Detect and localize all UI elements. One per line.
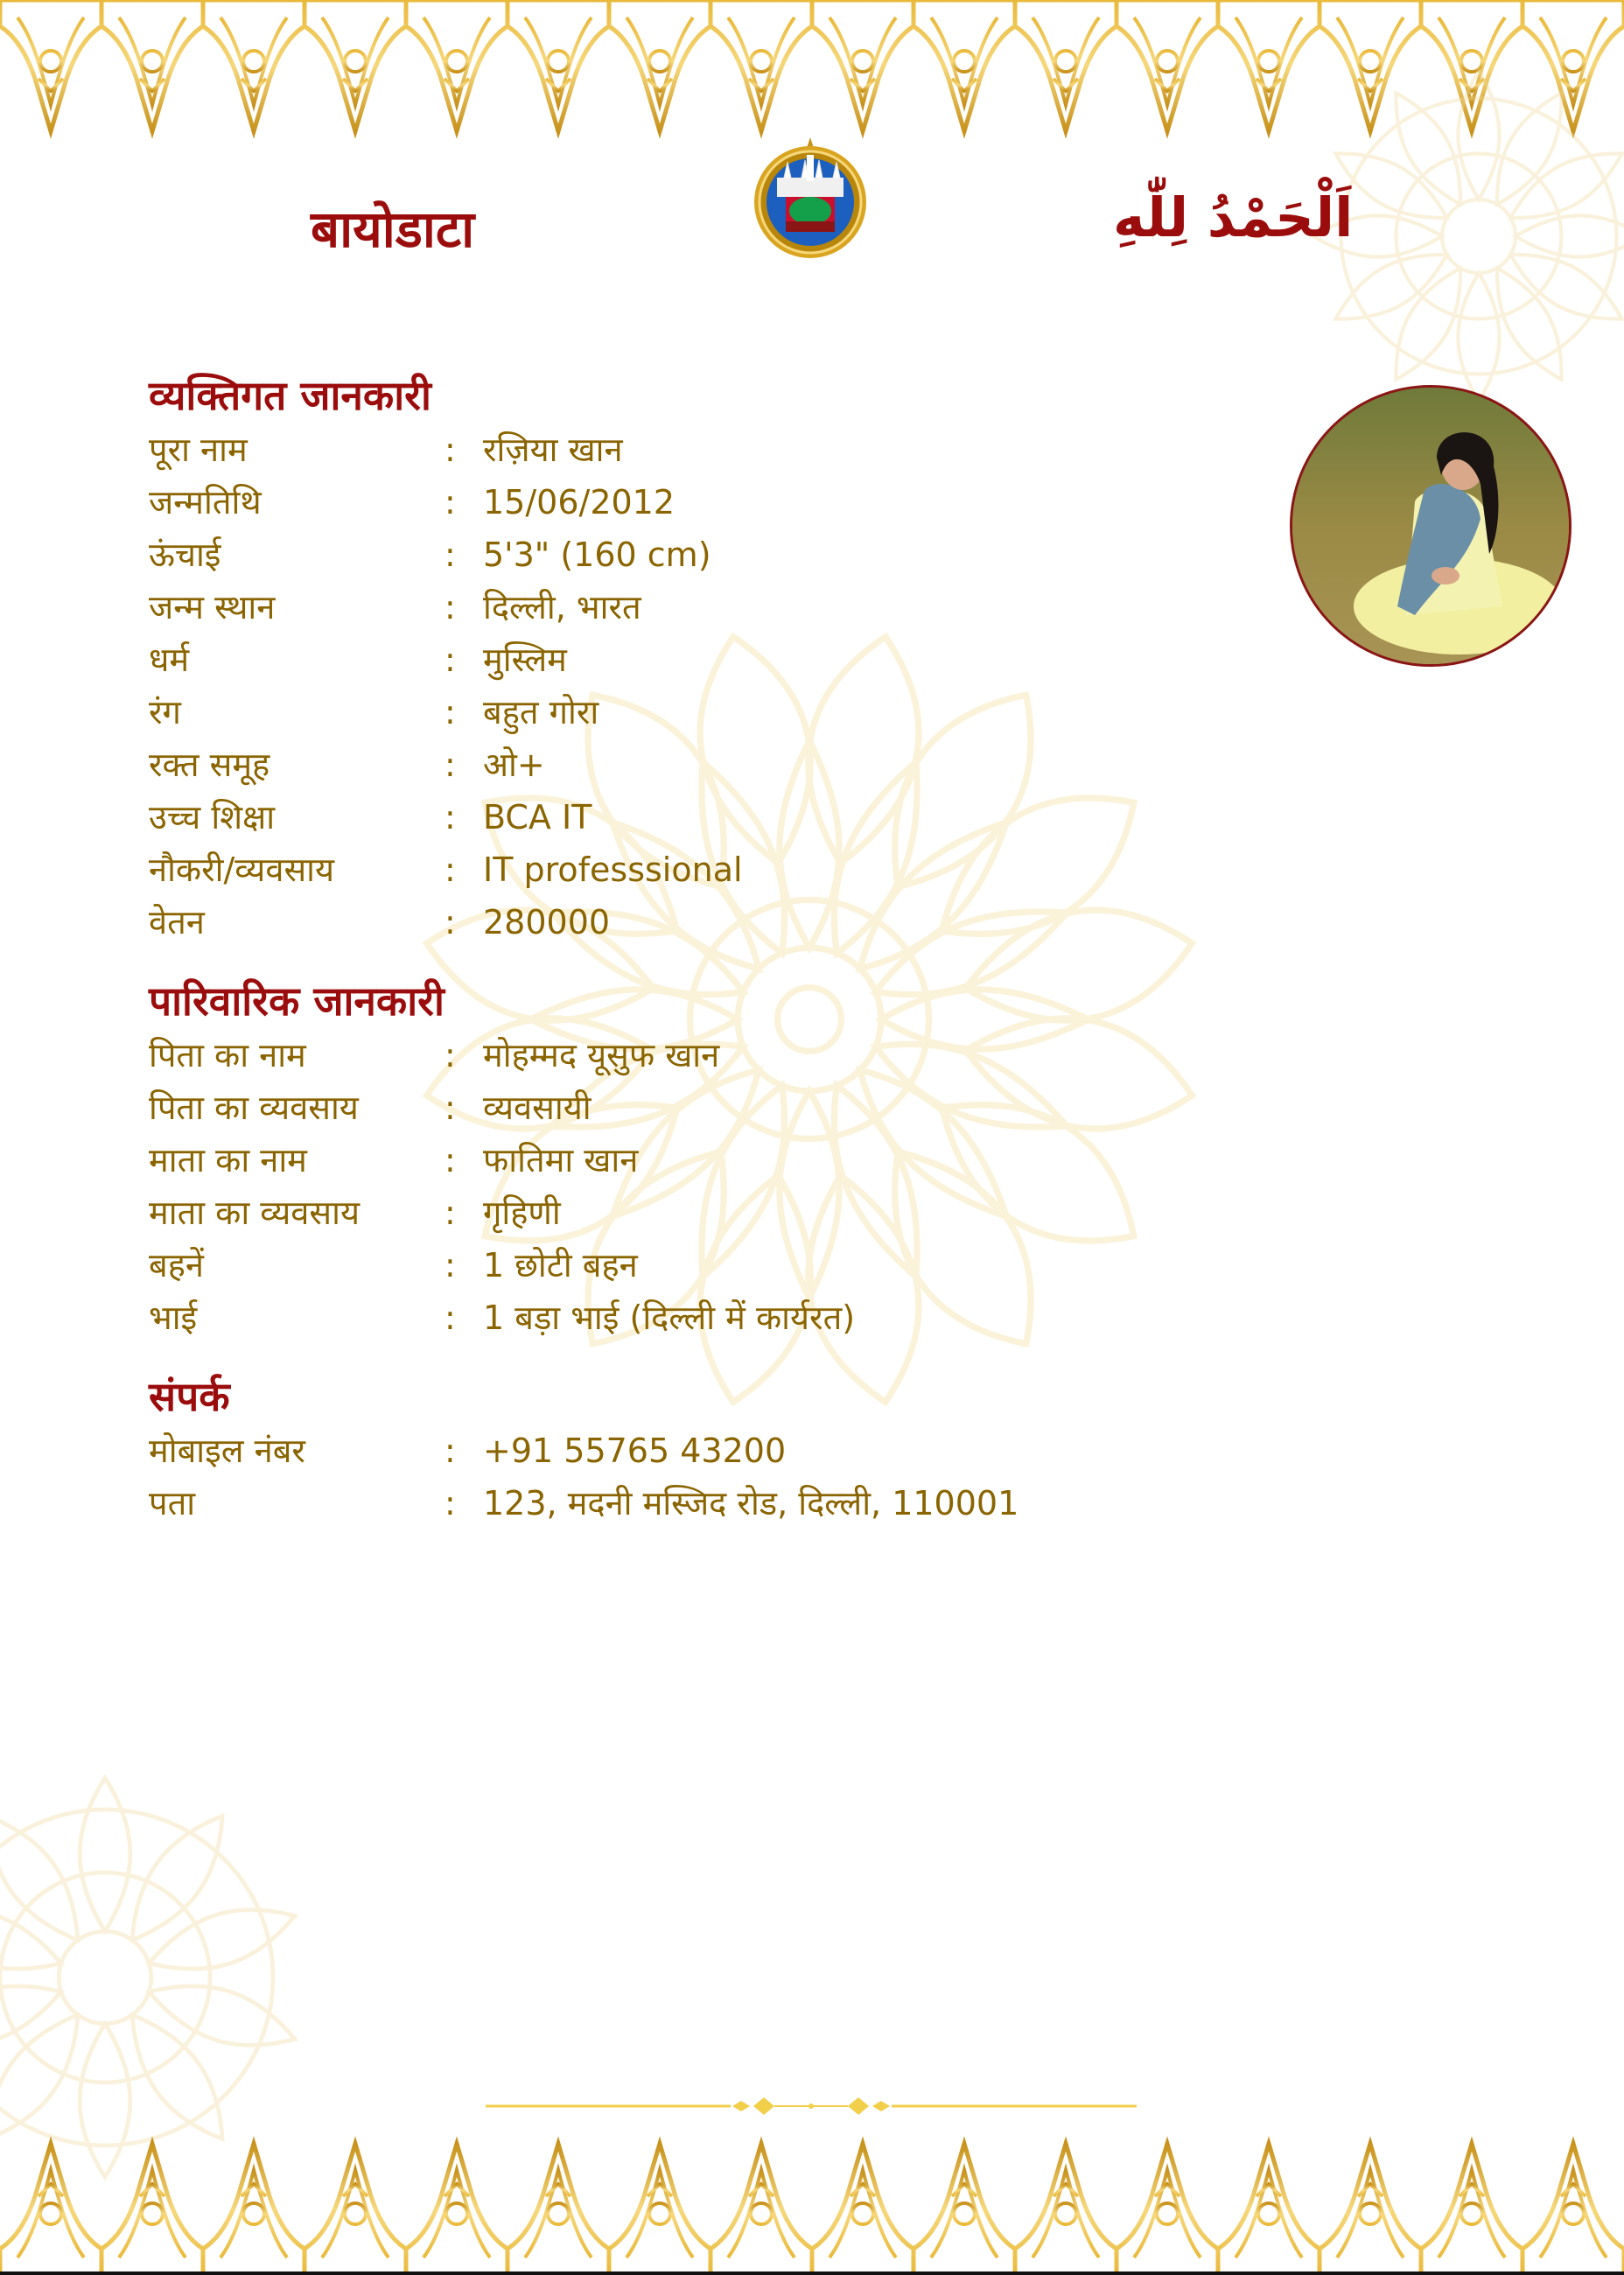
info-row-full-name xyxy=(149,425,1111,474)
row-label: वेतन xyxy=(149,903,205,942)
row-value: दिल्ली, भारत xyxy=(483,588,641,626)
document-title: बायोडाटा xyxy=(311,200,475,259)
row-colon: : xyxy=(444,588,456,626)
row-colon: : xyxy=(444,1141,456,1180)
row-label: ऊंचाई xyxy=(149,536,221,574)
ornamental-divider-icon xyxy=(486,2093,1137,2119)
row-colon: : xyxy=(444,798,456,836)
info-row-address xyxy=(149,1479,1111,1528)
row-value: मुस्लिम xyxy=(483,640,567,679)
row-colon: : xyxy=(444,850,456,889)
row-colon: : xyxy=(444,483,456,522)
row-label: रंग xyxy=(149,693,181,732)
info-row-brothers xyxy=(149,1293,1111,1342)
info-row-mother-occupation xyxy=(149,1188,1111,1237)
row-colon: : xyxy=(444,1036,456,1074)
row-label: मोबाइल नंबर xyxy=(149,1432,305,1470)
row-label: जन्म स्थान xyxy=(149,588,276,626)
row-colon: : xyxy=(444,1298,456,1337)
person-photo-icon xyxy=(1292,388,1569,664)
profile-photo xyxy=(1290,385,1572,667)
row-value: बहुत गोरा xyxy=(483,693,599,732)
row-value: 123, मदनी मस्जिद रोड, दिल्ली, 110001 xyxy=(483,1484,1019,1522)
row-label: पिता का व्यवसाय xyxy=(149,1088,359,1127)
info-row-father-name xyxy=(149,1031,1111,1080)
row-value: गृहिणी xyxy=(483,1194,561,1232)
row-label: बहनें xyxy=(149,1246,204,1284)
info-row-mobile xyxy=(149,1426,1111,1475)
section-heading-contact: संपर्क xyxy=(149,1373,230,1420)
row-label: पिता का नाम xyxy=(149,1036,306,1074)
row-value: 1 बड़ा भाई (दिल्ली में कार्यरत) xyxy=(483,1298,856,1337)
row-value: IT professsional xyxy=(483,850,743,889)
info-row-blood-group xyxy=(149,740,1111,789)
info-row-birth-place xyxy=(149,583,1111,632)
green-dome-emblem-icon xyxy=(751,136,870,260)
row-label: माता का नाम xyxy=(149,1141,307,1180)
row-label: माता का व्यवसाय xyxy=(149,1194,360,1232)
info-row-education xyxy=(149,793,1111,842)
invocation-text: اَلْحَمْدُ لِلّٰهِ xyxy=(1113,186,1354,249)
row-label: जन्मतिथि xyxy=(149,483,262,522)
row-colon: : xyxy=(444,903,456,942)
corner-mandala-bottom-left xyxy=(0,1768,315,2188)
row-colon: : xyxy=(444,746,456,784)
row-label: भाई xyxy=(149,1298,198,1337)
row-colon: : xyxy=(444,640,456,679)
row-value: 15/06/2012 xyxy=(483,483,676,522)
row-label: उच्च शिक्षा xyxy=(149,798,276,836)
info-row-birth-date xyxy=(149,478,1111,527)
info-row-height xyxy=(149,530,1111,579)
row-value: मोहम्मद यूसुफ खान xyxy=(483,1036,720,1074)
row-colon: : xyxy=(444,1088,456,1127)
bottom-ornamental-border xyxy=(0,2126,1624,2275)
row-value: रज़िया खान xyxy=(483,430,623,469)
info-row-occupation xyxy=(149,845,1111,894)
row-label: धर्म xyxy=(149,640,190,679)
row-label: रक्त समूह xyxy=(149,746,270,784)
info-row-salary xyxy=(149,898,1111,947)
page-bottom-edge xyxy=(0,2272,1624,2275)
row-colon: : xyxy=(444,1246,456,1284)
row-label: नौकरी/व्यवसाय xyxy=(149,850,335,889)
row-colon: : xyxy=(444,1194,456,1232)
row-value: +91 55765 43200 xyxy=(483,1432,787,1470)
info-row-complexion xyxy=(149,688,1111,737)
info-row-mother-name xyxy=(149,1136,1111,1185)
section-heading-family: पारिवारिक जानकारी xyxy=(149,977,444,1025)
section-heading-personal: व्यक्तिगत जानकारी xyxy=(149,372,431,419)
row-colon: : xyxy=(444,1432,456,1470)
row-value: 1 छोटी बहन xyxy=(483,1246,638,1284)
row-value: व्यवसायी xyxy=(483,1088,592,1127)
row-colon: : xyxy=(444,693,456,732)
info-row-father-occupation xyxy=(149,1083,1111,1132)
row-value: BCA IT xyxy=(483,798,592,836)
row-label: पता xyxy=(149,1484,196,1522)
row-value: 5'3" (160 cm) xyxy=(483,536,711,574)
row-value: ओ+ xyxy=(483,746,545,784)
row-colon: : xyxy=(444,1484,456,1522)
row-value: फातिमा खान xyxy=(483,1141,639,1180)
info-row-religion xyxy=(149,635,1111,684)
row-colon: : xyxy=(444,536,456,574)
row-value: 280000 xyxy=(483,903,611,942)
row-label: पूरा नाम xyxy=(149,430,248,469)
row-colon: : xyxy=(444,430,456,469)
info-row-sisters xyxy=(149,1241,1111,1290)
